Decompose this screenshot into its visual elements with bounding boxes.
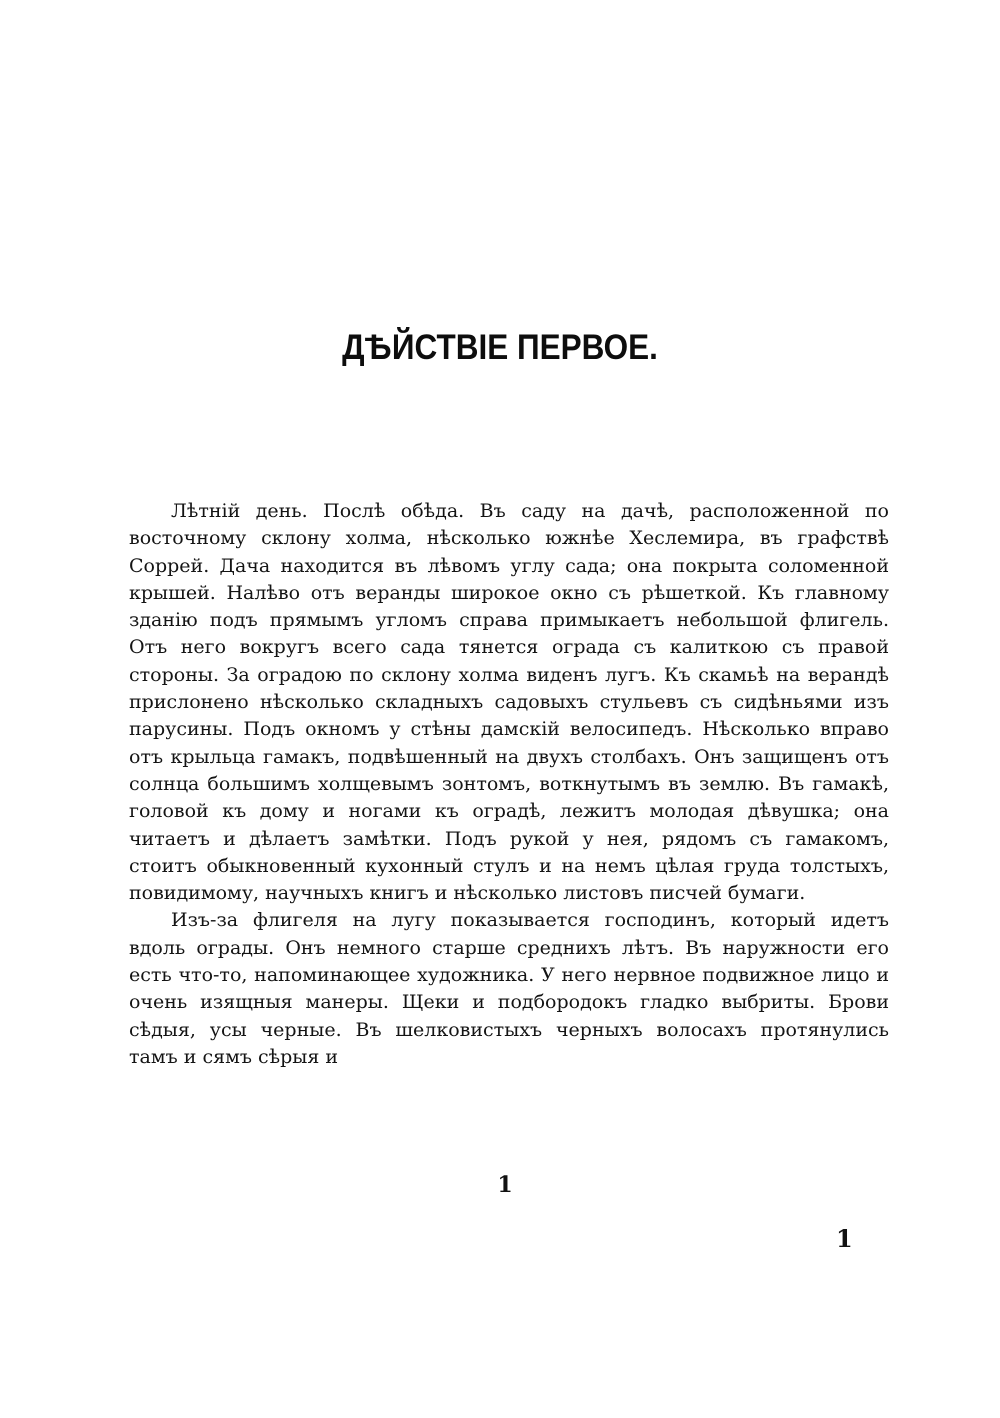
stage-directions bbox=[129, 498, 889, 1071]
act-heading: ДѢЙСТВІЕ ПЕРВОЕ. bbox=[342, 328, 658, 367]
page-number: 1 bbox=[497, 1172, 513, 1198]
paragraph-setting: Лѣтній день. Послѣ обѣда. Въ саду на дачѣ, расположенной по восточному склону холма, нѣсколько южнѣе Хеслемира, въ графствѣ Соррей. Дача находится въ лѣвомъ углу сада; она покрыта соломенной крышей. Налѣво отъ веранды широкое окно съ рѣшеткой. Къ главному зданію подъ прямымъ угломъ справа примыкаетъ небольшой флигель. Отъ него вокругъ всего сада тянется ограда съ калиткою съ правой стороны. За оградою по склону холма виденъ лугъ. Къ скамьѣ на верандѣ прислонено нѣсколько складныхъ садовыхъ стульевъ съ сидѣньями изъ парусины. Подъ окномъ у стѣны дамскій велосипедъ. Нѣсколько вправо отъ крыльца гамакъ, подвѣшенный на двухъ столбахъ. Онъ защищенъ отъ солнца большимъ холщевымъ зонтомъ, воткнутымъ въ землю. Въ гамакѣ, головой къ дому и ногами къ оградѣ, лежитъ молодая дѣвушка; она читаетъ и дѣлаетъ замѣтки. Подъ рукой у нея, рядомъ съ гамакомъ, стоитъ обыкновенный кухонный стулъ и на немъ цѣлая груда толстыхъ, повидимому, научныхъ книгъ и нѣсколько листовъ писчей бумаги. bbox=[129, 500, 889, 905]
signature-mark: 1 bbox=[836, 1224, 853, 1253]
paragraph-gentleman: Изъ-за флигеля на лугу показывается господинъ, который идетъ вдоль ограды. Онъ немного старше среднихъ лѣтъ. Въ наружности его есть что-то, напоминающее художника. У него нервное подвижное лицо и очень изящныя манеры. Щеки и подбородокъ гладко выбриты. Брови сѣдыя, усы черные. Въ шелковистыхъ черныхъ волосахъ протянулись тамъ и сямъ сѣрыя и bbox=[129, 909, 889, 1068]
